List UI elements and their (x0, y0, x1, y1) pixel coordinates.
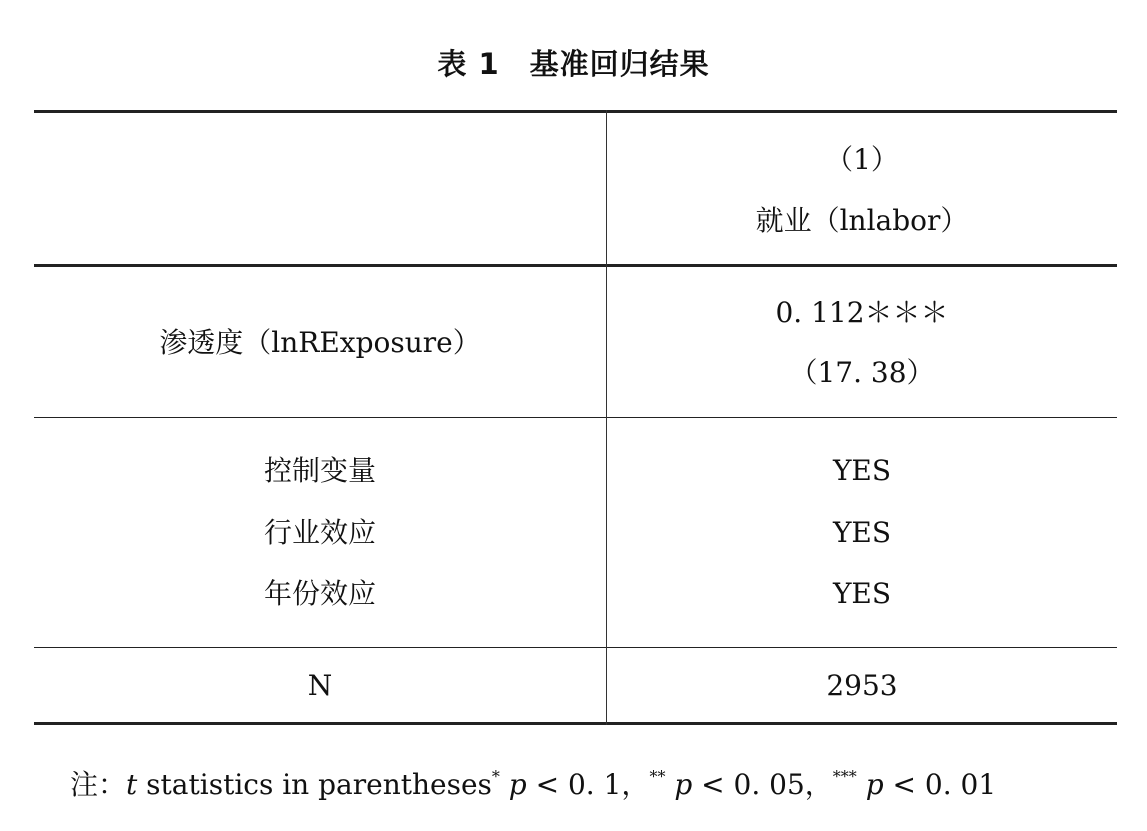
row-rule-1 (34, 417, 1117, 418)
note-p-3: p (865, 768, 884, 801)
table-title (0, 42, 1147, 83)
note-star-2: ** (649, 767, 666, 786)
control-label: 控制变量 (263, 454, 376, 487)
n-value: 2953 (826, 669, 898, 702)
note-cond-3: < 0. 01 (883, 768, 997, 801)
header-rule (34, 264, 1117, 267)
note-cond-2: < 0. 05， (692, 768, 833, 801)
row-rule-2 (34, 647, 1117, 648)
column-divider (606, 110, 607, 725)
note-prefix: 注： (70, 768, 127, 801)
column-number: （1） (825, 143, 899, 176)
industry-effect-label: 行业效应 (263, 516, 376, 549)
bottom-rule (34, 722, 1117, 725)
table-note (70, 760, 996, 802)
variable-label: 渗透度（lnRExposure） (159, 326, 481, 359)
coefficient-value: 0. 112＊＊＊ (775, 296, 949, 329)
top-rule (34, 110, 1117, 113)
note-star-1: * (491, 767, 500, 786)
note-t: t (126, 768, 138, 801)
note-p-2: p (674, 768, 693, 801)
n-label: N (307, 669, 333, 702)
year-effect-value: YES (832, 577, 892, 610)
table-title-text: 基准回归结果 (529, 47, 710, 81)
year-effect-label: 年份效应 (263, 577, 376, 610)
control-value: YES (832, 454, 892, 487)
note-p-1: p (508, 768, 527, 801)
column-label: 就业（lnlabor） (755, 204, 969, 237)
note-star-3: *** (832, 767, 857, 786)
note-cond-1: < 0. 1， (526, 768, 650, 801)
industry-effect-value: YES (832, 516, 892, 549)
t-statistic-value: （17. 38） (789, 356, 935, 389)
table-number: 表 1 (437, 47, 500, 81)
note-text: statistics in parentheses (137, 768, 492, 801)
regression-table (34, 110, 1117, 725)
